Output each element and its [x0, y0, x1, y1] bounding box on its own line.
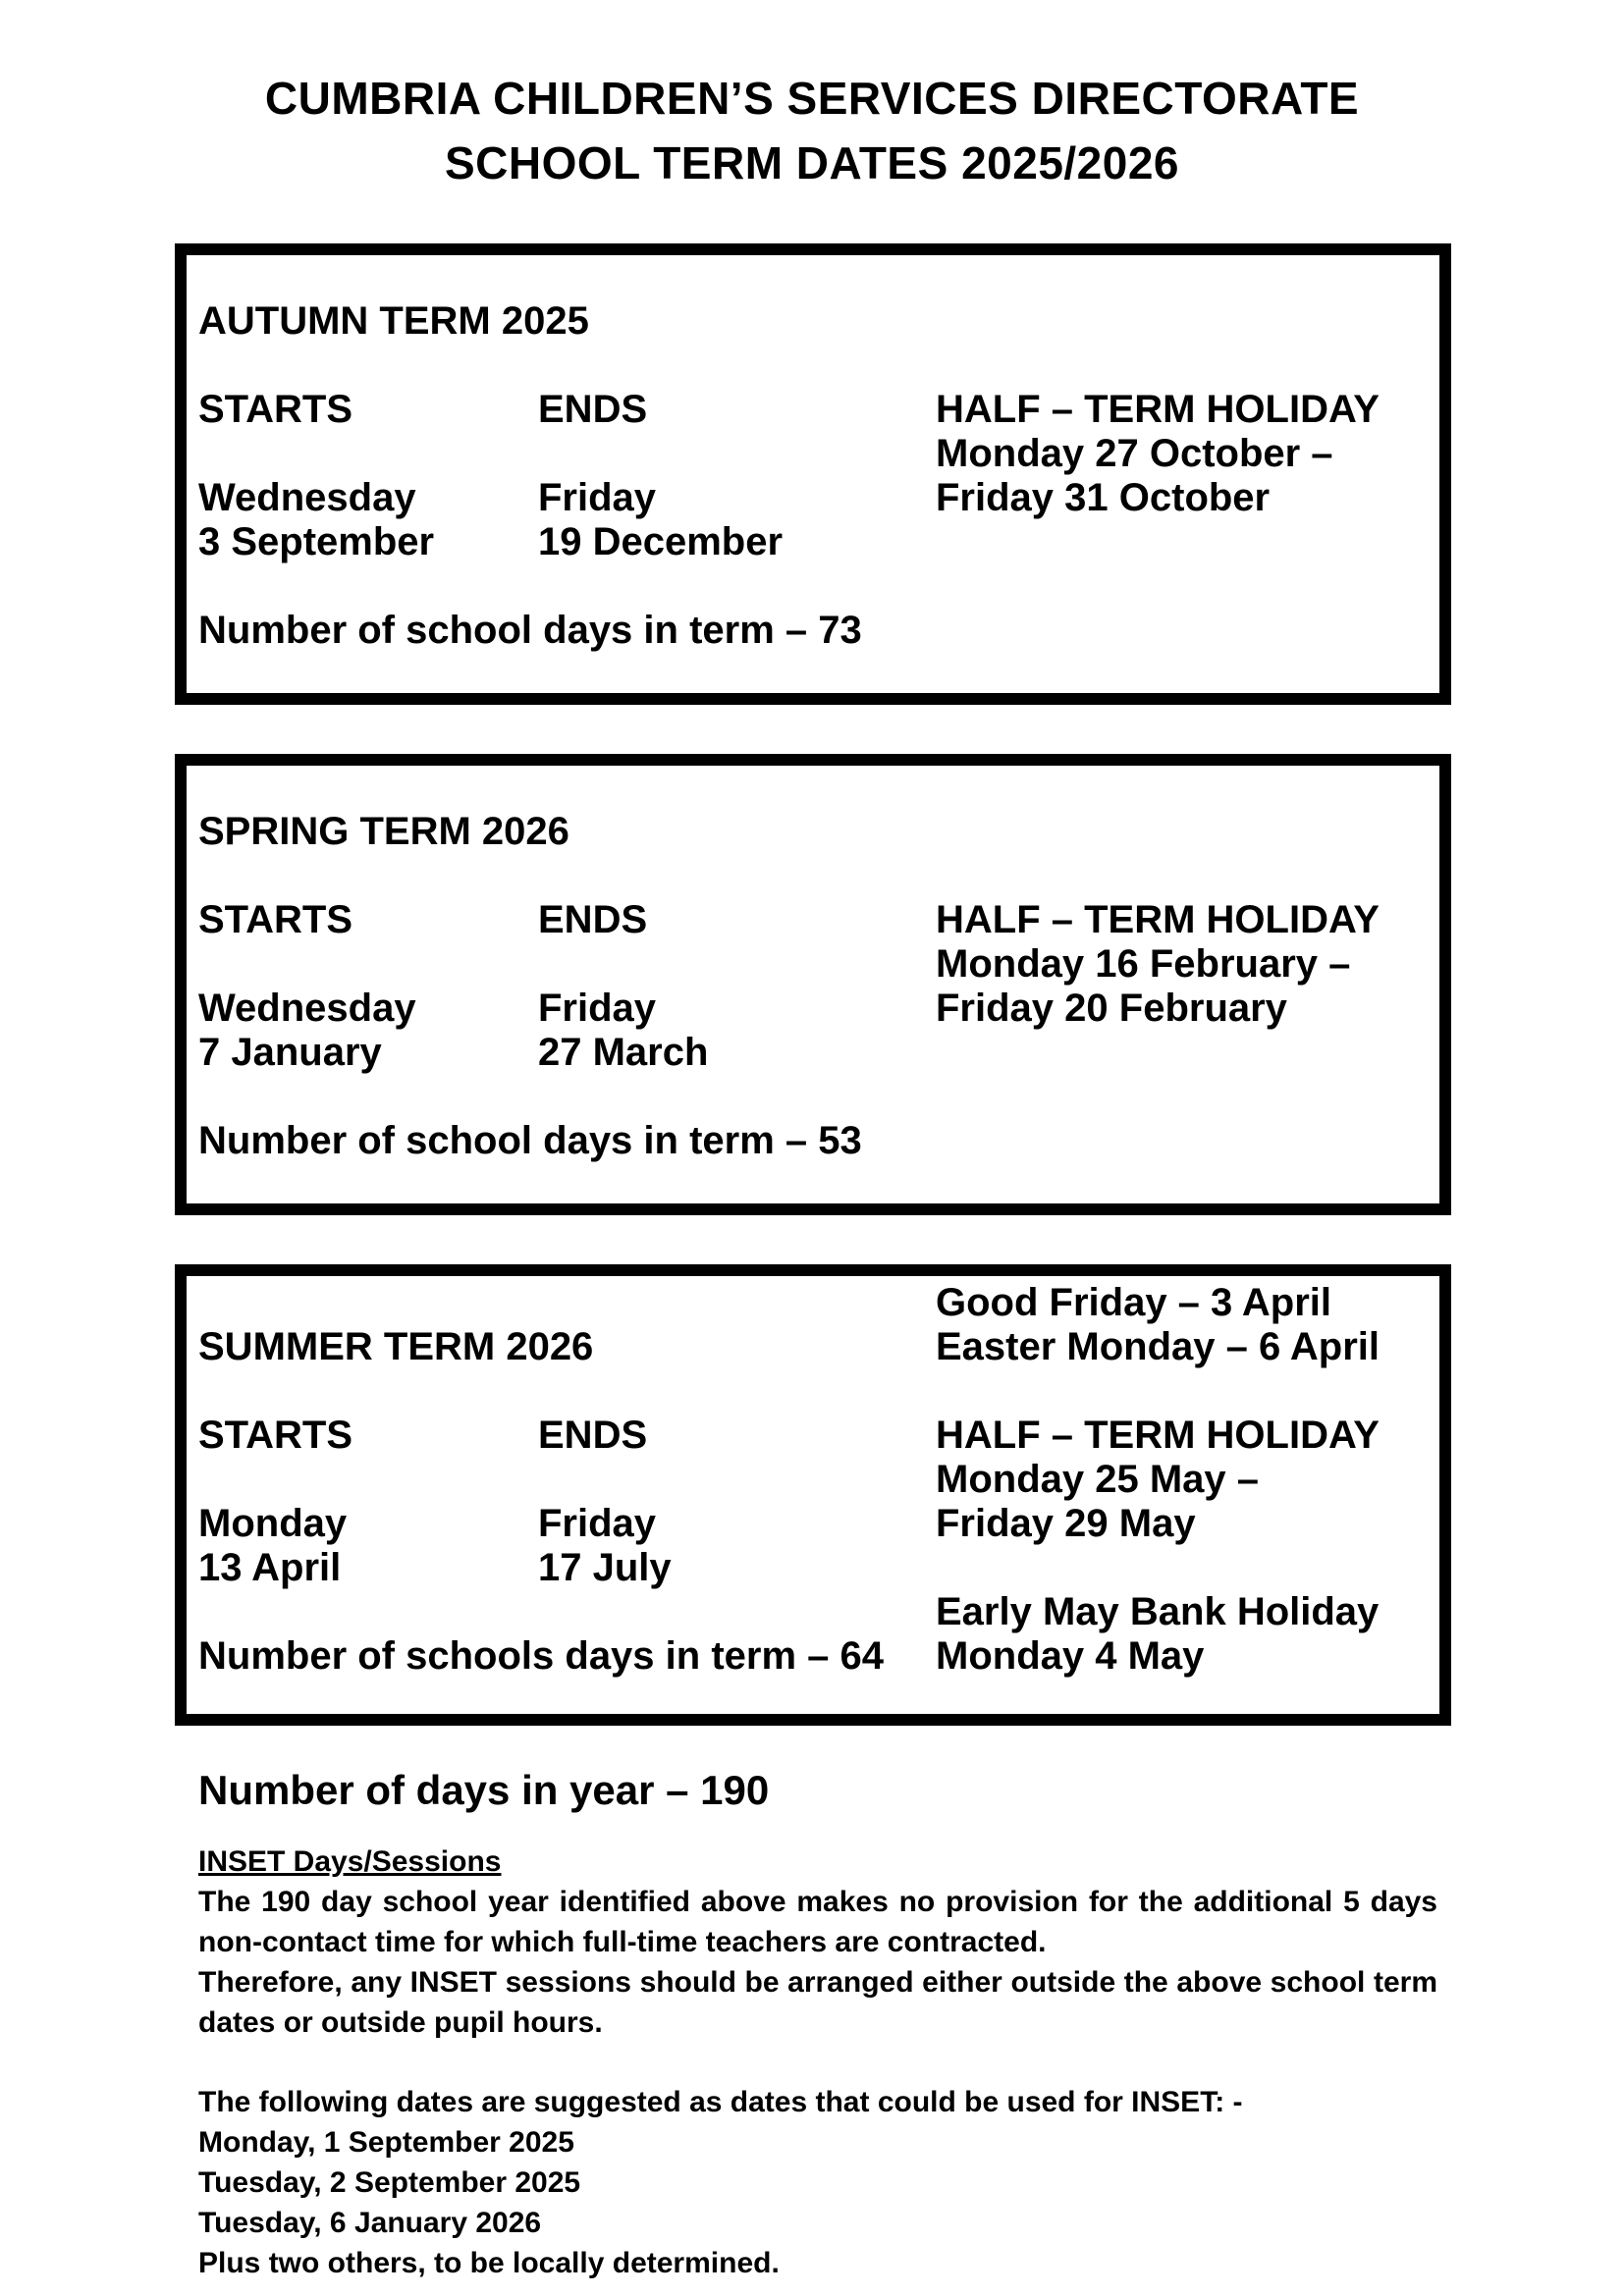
term-box-summer-2026 [175, 1264, 1451, 1726]
starts-heading: STARTS [198, 898, 353, 941]
term-row [198, 520, 1430, 564]
term-title: SPRING TERM 2026 [198, 810, 569, 853]
term-row [198, 1590, 1430, 1634]
term-cell [198, 432, 538, 476]
half-term-dates: Friday 29 May [936, 1502, 1196, 1545]
days-in-year-total: Number of days in year – 190 [198, 1767, 770, 1813]
ends-heading: ENDS [538, 1414, 648, 1457]
term-row [198, 476, 1430, 520]
term-cell [538, 942, 936, 987]
term-cell [538, 1634, 936, 1679]
term-row [198, 1369, 1430, 1414]
term-cell [538, 1458, 936, 1502]
term-cell [538, 299, 936, 344]
term-row [198, 1502, 1430, 1546]
term-cell [198, 564, 538, 609]
term-cell [538, 1369, 936, 1414]
term-cell [198, 344, 538, 388]
inset-date-item: Tuesday, 2 September 2025 [198, 2166, 581, 2199]
term-row [198, 1281, 1430, 1325]
half-term-heading: HALF – TERM HOLIDAY [936, 388, 1380, 431]
term-cell [538, 1281, 936, 1325]
school-days-count: Number of schools days in term – 64 [198, 1634, 884, 1678]
document-title-line2: SCHOOL TERM DATES 2025/2026 [444, 137, 1180, 188]
term-cell [538, 432, 936, 476]
term-cell [198, 1590, 538, 1634]
end-day: Friday [538, 987, 657, 1030]
term-row [198, 299, 1430, 344]
term-row [198, 344, 1430, 388]
term-row [198, 810, 1430, 854]
bank-holiday-date: Monday 4 May [936, 1634, 1205, 1678]
term-cell [198, 1369, 538, 1414]
term-box-spring-2026 [175, 754, 1451, 1215]
term-cell [538, 1075, 936, 1119]
term-cell [538, 344, 936, 388]
end-date: 19 December [538, 520, 784, 563]
half-term-dates: Monday 27 October – [936, 432, 1333, 475]
term-cell [936, 1369, 1430, 1414]
term-title: AUTUMN TERM 2025 [198, 299, 589, 343]
term-row [198, 1458, 1430, 1502]
easter-monday-date: Easter Monday – 6 April [936, 1325, 1380, 1368]
term-row [198, 1075, 1430, 1119]
inset-paragraph-2: Therefore, any INSET sessions should be arranged either outside the above school term dates or outside pupil hours. [198, 1966, 1437, 2039]
ends-heading: ENDS [538, 388, 648, 431]
start-day: Wednesday [198, 987, 416, 1030]
term-row [198, 1414, 1430, 1458]
term-cell [198, 854, 538, 898]
term-cell [936, 344, 1430, 388]
term-cell [538, 1325, 936, 1369]
inset-dates-intro: The following dates are suggested as dates that could be used for INSET: - [198, 2086, 1243, 2118]
term-cell [936, 564, 1430, 609]
start-date: 13 April [198, 1546, 342, 1589]
term-cell [936, 520, 1430, 564]
half-term-heading: HALF – TERM HOLIDAY [936, 1414, 1380, 1457]
inset-section [198, 1842, 1437, 2283]
end-day: Friday [538, 1502, 657, 1545]
half-term-dates: Friday 20 February [936, 987, 1287, 1030]
good-friday-date: Good Friday – 3 April [936, 1281, 1332, 1324]
term-cell [538, 1590, 936, 1634]
half-term-dates: Monday 16 February – [936, 942, 1351, 986]
term-cell [936, 1075, 1430, 1119]
term-row [198, 1546, 1430, 1590]
end-date: 17 July [538, 1546, 672, 1589]
start-date: 3 September [198, 520, 435, 563]
document-title-line1: CUMBRIA CHILDREN’S SERVICES DIRECTORATE [264, 73, 1360, 124]
inset-date-item: Monday, 1 September 2025 [198, 2126, 574, 2159]
term-cell [198, 1281, 538, 1325]
school-days-count: Number of school days in term – 73 [198, 609, 862, 652]
inset-footnote: Plus two others, to be locally determined. [198, 2247, 780, 2279]
half-term-dates: Friday 31 October [936, 476, 1271, 519]
half-term-dates: Monday 25 May – [936, 1458, 1260, 1501]
term-row [198, 1119, 1430, 1163]
term-row [198, 898, 1430, 942]
term-row [198, 388, 1430, 432]
term-row [198, 1031, 1430, 1075]
term-box-autumn-2025 [175, 243, 1451, 705]
inset-date-item: Tuesday, 6 January 2026 [198, 2207, 542, 2239]
term-cell [198, 1458, 538, 1502]
term-cell [538, 1119, 936, 1163]
term-row [198, 1634, 1430, 1679]
term-cell [538, 810, 936, 854]
school-days-count: Number of school days in term – 53 [198, 1119, 862, 1162]
term-row [198, 564, 1430, 609]
term-row [198, 942, 1430, 987]
end-date: 27 March [538, 1031, 709, 1074]
starts-heading: STARTS [198, 388, 353, 431]
term-cell [936, 1546, 1430, 1590]
term-cell [198, 1075, 538, 1119]
term-title: SUMMER TERM 2026 [198, 1325, 594, 1368]
term-cell [936, 1031, 1430, 1075]
term-cell [538, 854, 936, 898]
document-title [0, 66, 1624, 195]
starts-heading: STARTS [198, 1414, 353, 1457]
term-row [198, 1325, 1430, 1369]
term-row [198, 609, 1430, 653]
half-term-heading: HALF – TERM HOLIDAY [936, 898, 1380, 941]
end-day: Friday [538, 476, 657, 519]
start-day: Monday [198, 1502, 348, 1545]
term-cell [538, 564, 936, 609]
term-cell [936, 854, 1430, 898]
term-cell [538, 609, 936, 653]
term-cell [936, 299, 1430, 344]
start-day: Wednesday [198, 476, 416, 519]
ends-heading: ENDS [538, 898, 648, 941]
term-row [198, 854, 1430, 898]
term-row [198, 432, 1430, 476]
term-cell [936, 609, 1430, 653]
term-row [198, 987, 1430, 1031]
start-date: 7 January [198, 1031, 382, 1074]
inset-heading: INSET Days/Sessions [198, 1845, 502, 1878]
inset-paragraph-1: The 190 day school year identified above makes no provision for the additional 5 days non-contact time for which full-time teachers are contracted. [198, 1886, 1437, 1958]
inset-dates-block [198, 2082, 1437, 2283]
bank-holiday-label: Early May Bank Holiday [936, 1590, 1380, 1633]
term-cell [198, 942, 538, 987]
term-cell [936, 1119, 1430, 1163]
term-cell [936, 810, 1430, 854]
